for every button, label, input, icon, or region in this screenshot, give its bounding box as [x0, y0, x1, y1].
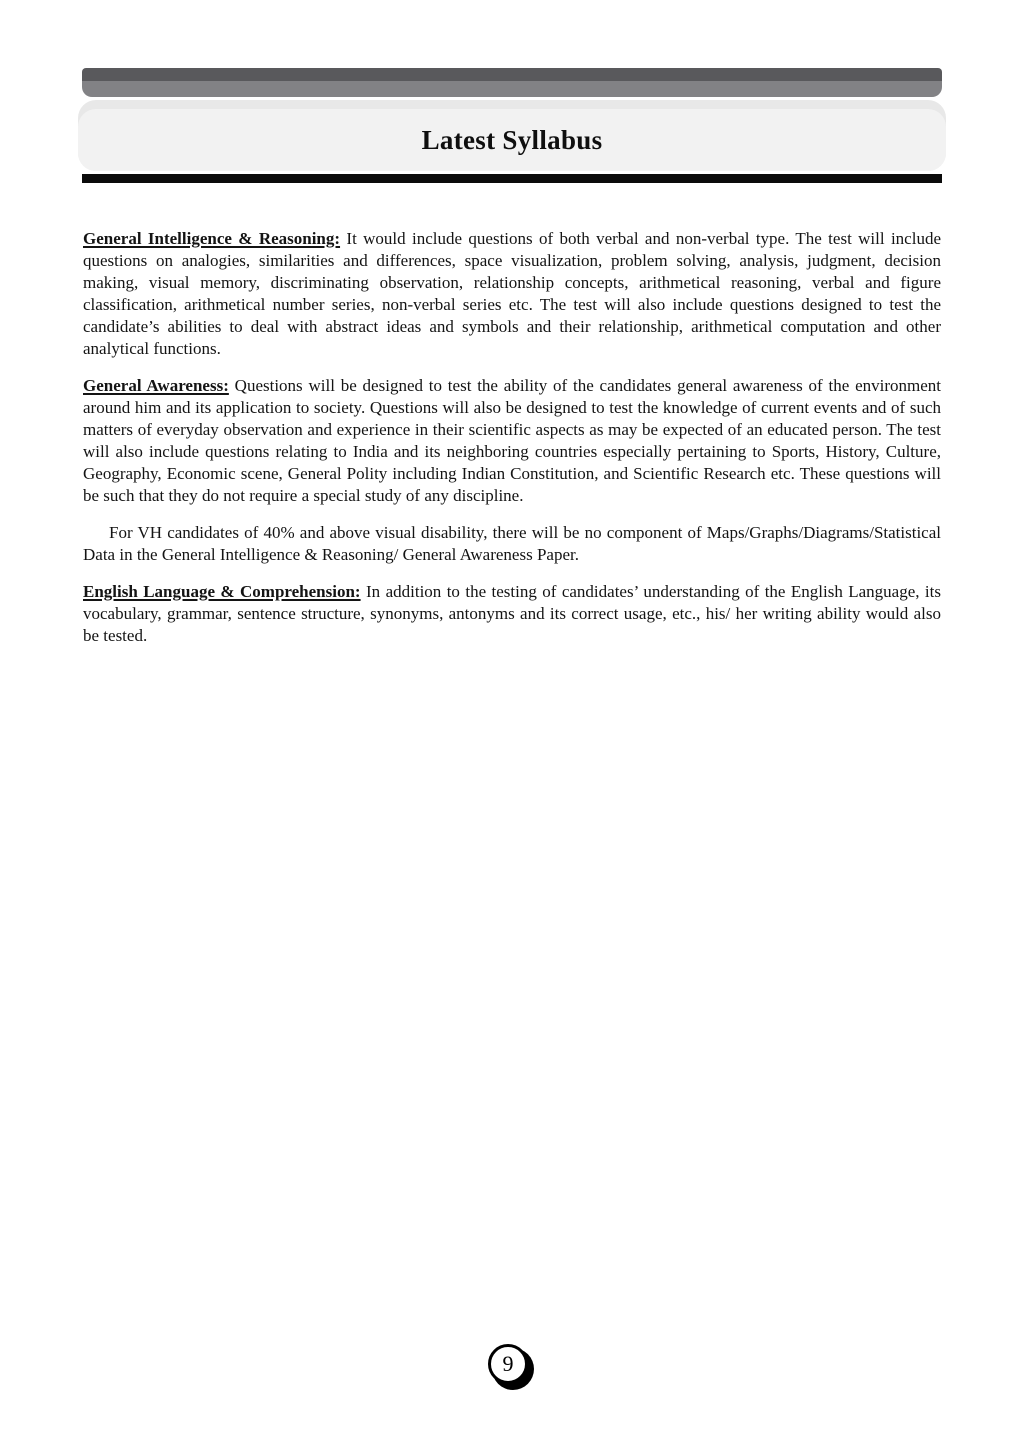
title-panel — [78, 100, 946, 171]
paragraph-english-language — [83, 581, 941, 647]
page-header — [82, 68, 942, 183]
paragraph-vh-candidates — [83, 522, 941, 566]
header-bar-gray — [82, 81, 942, 97]
page-badge-face — [488, 1344, 528, 1384]
header-bar-dark — [82, 68, 942, 81]
paragraph-english-language-heading: English Language & Comprehension: — [83, 582, 361, 601]
paragraph-english-language-body: In addition to the testing of candidates’ understanding of the English Language, its vocabulary, grammar, sentence structure, synonyms, antonyms and its correct usage, etc., his/ her writing ability would also be tested. — [83, 582, 941, 645]
page-number: 9 — [502, 1351, 514, 1376]
page-number-badge — [488, 1344, 536, 1392]
paragraph-vh-candidates-body: For VH candidates of 40% and above visual disability, there will be no component of Maps/Graphs/Diagrams/Statistical Data in the General Intelligence & Reasoning/ General Awareness Paper. — [83, 523, 941, 564]
paragraph-general-intelligence-heading: General Intelligence & Reasoning: — [83, 229, 341, 248]
page-content — [83, 228, 941, 647]
paragraph-general-awareness — [83, 375, 941, 507]
title-panel-inner — [78, 109, 946, 171]
page-title: Latest Syllabus — [421, 124, 603, 155]
paragraph-general-intelligence — [83, 228, 941, 360]
paragraph-general-awareness-body: Questions will be designed to test the ability of the candidates general awareness of the environment around him and its application to society. Questions will also be designed to test the knowledge of current events and of such matters of everyday observation and experience in their scientific aspects as may be expected of an educated person. The test will also include questions relating to India and its neighboring countries especially pertaining to Sports, History, Culture, Geography, Economic scene, General Polity including Indian Constitution, and Scientific Research etc. These questions will be such that they do not require a special study of any discipline. — [83, 376, 941, 505]
header-rule — [82, 174, 942, 183]
paragraph-general-awareness-heading: General Awareness: — [83, 376, 229, 395]
paragraph-general-intelligence-body: It would include questions of both verbal and non-verbal type. The test will include questions on analogies, similarities and differences, space visualization, problem solving, analysis, judgment, decision making, visual memory, discriminating observation, relationship concepts, arithmetical reasoning, verbal and figure classification, arithmetical number series, non-verbal series etc. The test will also include questions designed to test the candidate’s abilities to deal with abstract ideas and symbols and their relationship, arithmetical computation and other analytical functions. — [83, 229, 941, 358]
